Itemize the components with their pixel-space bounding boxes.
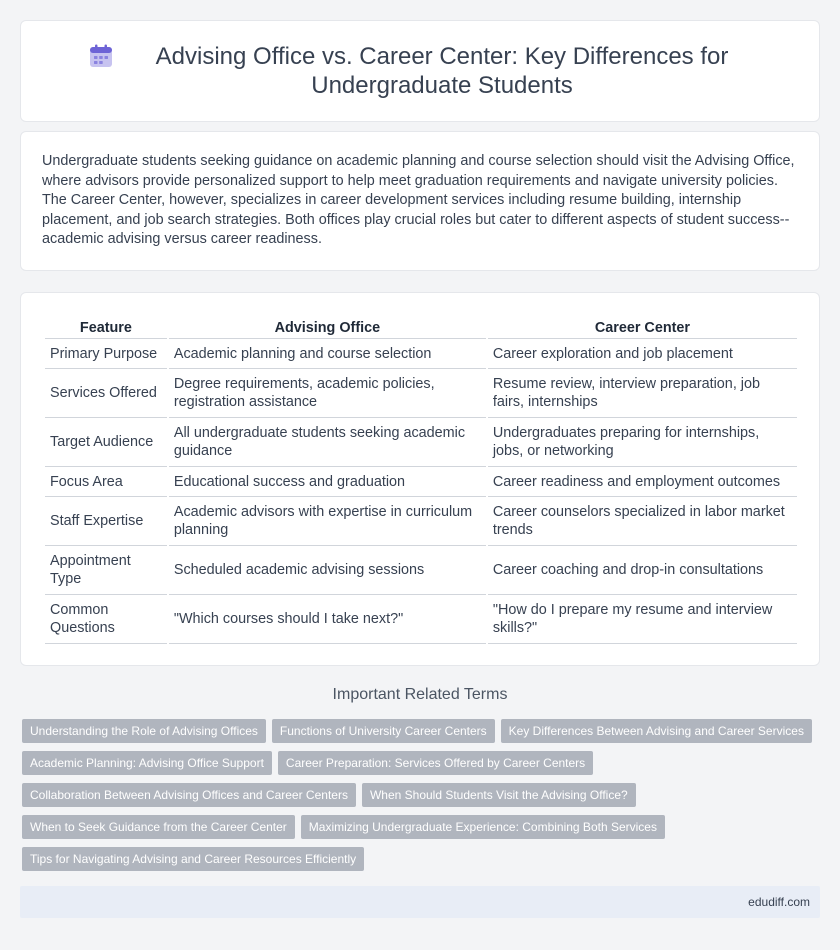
comparison-table-card [20,292,820,666]
table-cell-feature: Appointment Type [45,546,167,595]
header-feature: Feature [45,313,167,339]
intro-card [20,131,820,271]
tag-row [22,751,818,775]
related-term-tag[interactable]: Career Preparation: Services Offered by Career Centers [278,751,593,775]
related-term-tag[interactable]: When to Seek Guidance from the Career Center [22,815,295,839]
related-term-tag[interactable]: Understanding the Role of Advising Offices [22,719,266,743]
header-career-center: Career Center [488,313,797,339]
table-row [45,369,797,418]
calendar-icon [88,43,114,69]
related-term-tag[interactable]: Tips for Navigating Advising and Career Resources Efficiently [22,847,364,871]
page-title: Advising Office vs. Career Center: Key Differences for Undergraduate Students [155,43,729,99]
related-term-tag[interactable]: Academic Planning: Advising Office Support [22,751,272,775]
related-term-tag[interactable]: Collaboration Between Advising Offices and Career Centers [22,783,356,807]
footer-bar [20,886,820,918]
related-term-tag[interactable]: Functions of University Career Centers [272,719,495,743]
table-cell-feature: Services Offered [45,369,167,418]
tag-row [22,783,818,807]
table-cell-advising: Educational success and graduation [169,467,486,497]
table-row [45,497,797,546]
table-cell-feature: Focus Area [45,467,167,497]
related-terms-list [22,719,818,879]
table-cell-career: "How do I prepare my resume and interview skills?" [488,595,797,644]
footer-site-link[interactable]: edudiff.com [748,895,810,909]
related-terms-title: Important Related Terms [332,686,508,703]
table-cell-feature: Target Audience [45,418,167,467]
table-row [45,546,797,595]
table-cell-career: Career coaching and drop-in consultations [488,546,797,595]
table-cell-career: Undergraduates preparing for internships, jobs, or networking [488,418,797,467]
intro-paragraph: Undergraduate students seeking guidance on academic planning and course selection should visit the Advising Office, where advisors provide personalized support to help meet graduation requirements and navigate university policies. The Career Center, however, specializes in career development services including resume building, internship placement, and job search strategies. Both offices play crucial roles but cater to different aspects of student success--academic advising versus career readiness. [42,153,795,248]
table-cell-career: Career exploration and job placement [488,339,797,369]
table-row [45,339,797,369]
table-cell-feature: Primary Purpose [45,339,167,369]
table-cell-career: Career counselors specialized in labor market trends [488,497,797,546]
related-term-tag[interactable]: Key Differences Between Advising and Career Services [501,719,812,743]
table-header-row [45,313,797,339]
tag-row [22,847,818,871]
table-cell-advising: Academic advisors with expertise in curriculum planning [169,497,486,546]
table-row [45,418,797,467]
table-cell-advising: Scheduled academic advising sessions [169,546,486,595]
tag-row [22,815,818,839]
header-advising-office: Advising Office [169,313,486,339]
table-row [45,467,797,497]
header-card [20,20,820,122]
table-cell-career: Career readiness and employment outcomes [488,467,797,497]
table-cell-advising: All undergraduate students seeking academic guidance [169,418,486,467]
related-term-tag[interactable]: When Should Students Visit the Advising Office? [362,783,636,807]
tag-row [22,719,818,743]
table-cell-advising: Academic planning and course selection [169,339,486,369]
table-cell-advising: "Which courses should I take next?" [169,595,486,644]
table-cell-career: Resume review, interview preparation, job fairs, internships [488,369,797,418]
comparison-table [43,313,799,644]
table-cell-feature: Staff Expertise [45,497,167,546]
table-cell-feature: Common Questions [45,595,167,644]
related-term-tag[interactable]: Maximizing Undergraduate Experience: Combining Both Services [301,815,665,839]
table-cell-advising: Degree requirements, academic policies, registration assistance [169,369,486,418]
table-row [45,595,797,644]
